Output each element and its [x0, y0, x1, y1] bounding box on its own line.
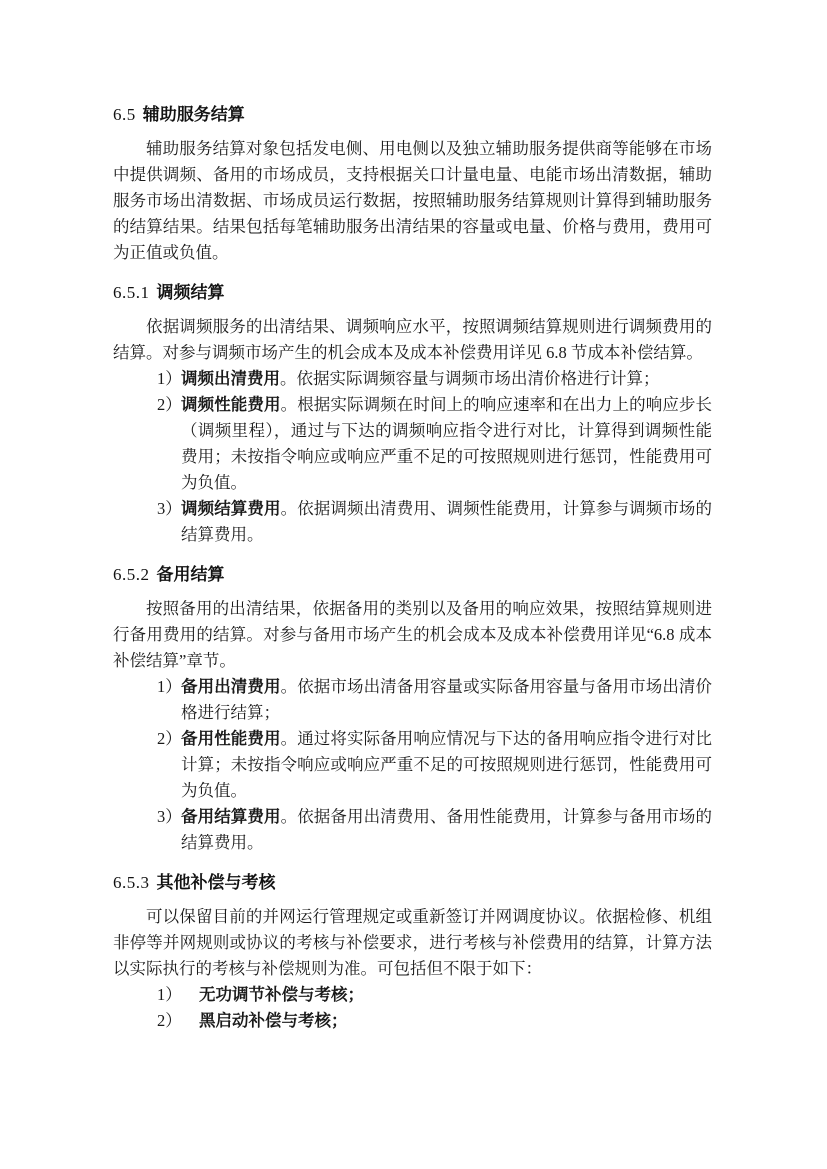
numbered-item: [113, 726, 712, 804]
numbered-item: [113, 982, 712, 1008]
item-term: 备用结算费用: [181, 808, 281, 826]
section-heading: [113, 104, 712, 126]
item-term: 调频结算费用: [181, 500, 281, 518]
item-marker: 2）: [157, 1011, 182, 1030]
heading-number: 6.5.1: [113, 283, 150, 302]
section-heading: [113, 872, 712, 894]
item-text: 。依据备用出清费用、备用性能费用，计算参与备用市场的结算费用。: [181, 807, 713, 852]
item-marker: 1）: [157, 985, 182, 1004]
numbered-list: [113, 982, 712, 1034]
section-other-compensation-assessment: [113, 872, 712, 1034]
item-marker: 3）: [157, 807, 182, 826]
item-marker: 1）: [157, 369, 182, 388]
item-marker: 2）: [157, 729, 182, 748]
numbered-item: [113, 366, 712, 392]
item-text: 。依据市场出清备用容量或实际备用容量与备用市场出清价格进行结算；: [181, 677, 713, 722]
body-paragraph: 辅助服务结算对象包括发电侧、用电侧以及独立辅助服务提供商等能够在市场中提供调频、备用的市场成员，支持根据关口计量电量、电能市场出清数据，辅助服务市场出清数据、市场成员运行数据，按照辅助服务结算规则计算得到辅助服务的结算结果。结果包括每笔辅助服务出清结果的容量或电量、价格与费用，费用可为正值或负值。: [113, 139, 712, 262]
item-term: 调频性能费用: [181, 396, 281, 414]
item-term: 调频出清费用: [181, 370, 280, 388]
heading-title: 其他补偿与考核: [156, 873, 276, 892]
section-ancillary-settlement: [113, 104, 712, 266]
item-term: 备用性能费用: [181, 730, 281, 748]
item-term: 备用出清费用: [181, 678, 281, 696]
heading-title: 调频结算: [156, 283, 225, 302]
numbered-item: [113, 392, 712, 496]
item-term: 无功调节补偿与考核；: [199, 986, 364, 1004]
item-text: 。依据调频出清费用、调频性能费用，计算参与调频市场的结算费用。: [181, 499, 713, 544]
heading-number: 6.5: [113, 105, 136, 124]
section-heading: [113, 282, 712, 304]
section-reserve-settlement: [113, 564, 712, 856]
body-paragraph: 可以保留目前的并网运行管理规定或重新签订并网调度协议。依据检修、机组非停等并网规则或协议的考核与补偿要求，进行考核与补偿费用的结算，计算方法以实际执行的考核与补偿规则为准。可包括但不限于如下：: [113, 907, 712, 978]
numbered-item: [113, 804, 712, 856]
item-text: 。依据实际调频容量与调频市场出清价格进行计算；: [280, 369, 660, 388]
body-paragraph: 按照备用的出清结果，依据备用的类别以及备用的响应效果，按照结算规则进行备用费用的结算。对参与备用市场产生的机会成本及成本补偿费用详见“6.8 成本补偿结算”章节。: [113, 599, 712, 670]
numbered-list: [113, 674, 712, 856]
item-marker: 2）: [157, 395, 182, 414]
heading-number: 6.5.3: [113, 873, 150, 892]
section-heading: [113, 564, 712, 586]
item-text: 。通过将实际备用响应情况与下达的备用响应指令进行对比计算；未按指令响应或响应严重不足的可按照规则进行惩罚，性能费用可为负值。: [181, 729, 713, 800]
numbered-item: [113, 674, 712, 726]
heading-title: 备用结算: [156, 565, 225, 584]
body-paragraph: 依据调频服务的出清结果、调频响应水平，按照调频结算规则进行调频费用的结算。对参与调频市场产生的机会成本及成本补偿费用详见 6.8 节成本补偿结算。: [113, 317, 712, 362]
item-marker: 3）: [157, 499, 182, 518]
numbered-item: [113, 1008, 712, 1034]
section-frequency-regulation-settlement: [113, 282, 712, 548]
heading-number: 6.5.2: [113, 565, 150, 584]
heading-title: 辅助服务结算: [142, 105, 245, 124]
numbered-item: [113, 496, 712, 548]
item-term: 黑启动补偿与考核；: [199, 1012, 348, 1030]
numbered-list: [113, 366, 712, 548]
item-marker: 1）: [157, 677, 182, 696]
item-text: 。根据实际调频在时间上的响应速率和在出力上的响应步长（调频里程），通过与下达的调频响应指令进行对比，计算得到调频性能费用；未按指令响应或响应严重不足的可按照规则进行惩罚，性能费用可为负值。: [181, 395, 713, 492]
